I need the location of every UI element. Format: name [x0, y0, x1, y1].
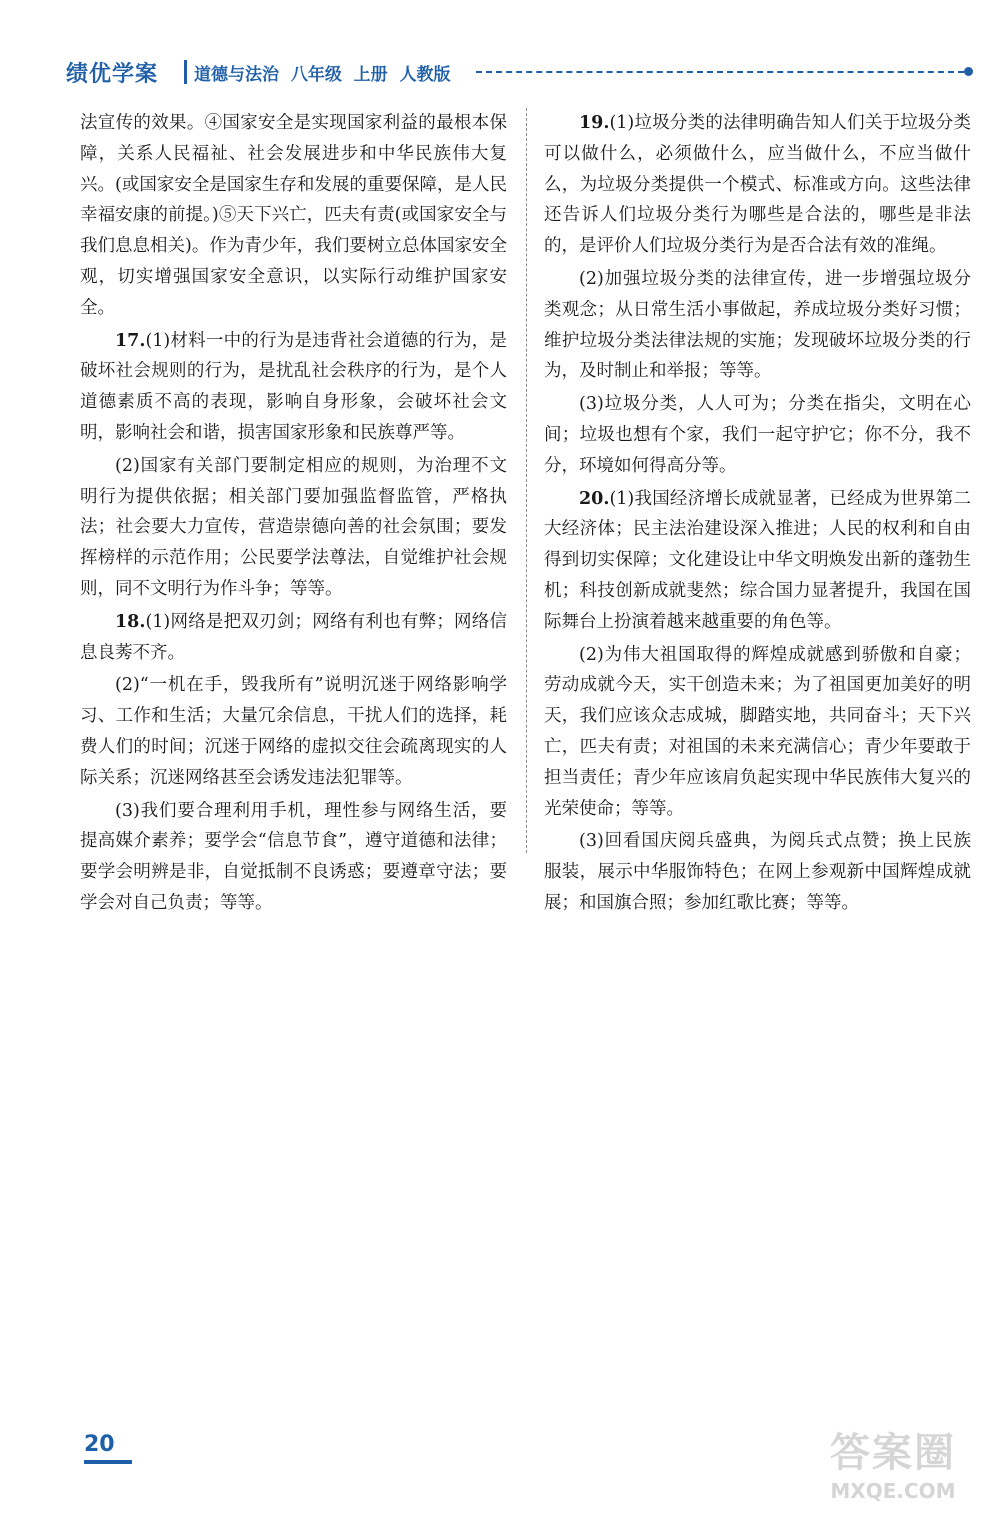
header-rule-dot: [964, 67, 973, 76]
answer-text: (1)材料一中的行为是违背社会道德的行为，是破坏社会规则的行为，是扰乱社会秩序的行为，是个人道德素质不高的表现，影响自身形象，会破坏社会文明，影响社会和谐，损害国家形象和民族尊严等。: [80, 330, 507, 443]
answer-paragraph: [544, 826, 971, 918]
question-number: 18.: [115, 611, 146, 632]
book-subtitle: 道德与法治 八年级 上册 人教版: [194, 65, 451, 85]
answer-text: (2)国家有关部门要制定相应的规则，为治理不文明行为提供依据；相关部门要加强监督监管，严格执法；社会要大力宣传，营造崇德向善的社会氛围；要发挥榜样的示范作用；公民要学法尊法，自觉维护社会规则，同不文明行为作斗争；等等。: [80, 455, 507, 599]
answer-text: (1)网络是把双刃剑；网络有利也有弊；网络信息良莠不齐。: [80, 611, 507, 663]
question-number: 17.: [115, 330, 146, 351]
left-column: [80, 108, 507, 921]
answer-paragraph: [544, 484, 971, 638]
answer-text: (2)为伟大祖国取得的辉煌成就感到骄傲和自豪；劳动成就今天，实干创造未来；为了祖国更加美好的明天，我们应该众志成城，脚踏实地，共同奋斗；天下兴亡，匹夫有责；对祖国的未来充满信心；青少年要敢于担当责任；青少年应该肩负起实现中华民族伟大复兴的光荣使命；等等。: [544, 644, 971, 819]
question-number: 19.: [579, 113, 610, 133]
answer-text: (1)我国经济增长成就显著，已经成为世界第二大经济体；民主法治建设深入推进；人民的权利和自由得到切实保障；文化建设让中华文明焕发出新的蓬勃生机；科技创新成就斐然；综合国力显著提升，我国在国际舞台上扮演着越来越重要的角色等。: [544, 488, 971, 632]
answer-paragraph: [544, 389, 971, 481]
answer-text: 法宣传的效果。④国家安全是实现国家利益的最根本保障，关系人民福祉、社会发展进步和中华民族伟大复兴。(或国家安全是国家生存和发展的重要保障，是人民幸福安康的前提。)⑤天下兴亡，匹夫有责(或国家安全与我们息息相关)。作为青少年，我们要树立总体国家安全观，切实增强国家安全意识，以实际行动维护国家安全。: [80, 113, 507, 318]
question-number: 20.: [579, 488, 610, 509]
answer-paragraph: [544, 264, 971, 387]
answer-paragraph: [80, 451, 507, 605]
page-number-underline: [84, 1460, 132, 1464]
answer-paragraph: [544, 640, 971, 825]
answer-text: (3)我们要合理利用手机，理性参与网络生活，要提高媒介素养；要学会“信息节食”，遵守道德和法律；要学会明辨是非，自觉抵制不良诱惑；要遵章守法；要学会对自己负责；等等。: [80, 800, 507, 913]
header-dashed-rule: [476, 71, 964, 73]
page-number: 20: [84, 1432, 115, 1457]
answer-paragraph: [80, 607, 507, 669]
answer-text: (3)垃圾分类，人人可为；分类在指尖，文明在心间；垃圾也想有个家，我们一起守护它；你不分，我不分，环境如何得高分等。: [544, 394, 971, 476]
answer-text: (2)“一机在手，毁我所有”说明沉迷于网络影响学习、工作和生活；大量冗余信息，干扰人们的选择，耗费人们的时间；沉迷于网络的虚拟交往会疏离现实的人际关系；沉迷网络甚至会诱发违法犯罪等。: [80, 675, 507, 788]
watermark-text: 答案圈: [830, 1430, 956, 1476]
answer-paragraph: [80, 326, 507, 449]
right-column: [544, 108, 971, 921]
answer-paragraph: [544, 108, 971, 262]
brand-divider: [184, 60, 187, 84]
answer-text: (2)加强垃圾分类的法律宣传，进一步增强垃圾分类观念；从日常生活小事做起，养成垃圾分类好习惯；维护垃圾分类法律法规的实施；发现破坏垃圾分类的行为，及时制止和举报；等等。: [544, 268, 971, 382]
column-divider: [526, 108, 527, 853]
answer-text: (3)回看国庆阅兵盛典，为阅兵式点赞；换上民族服装，展示中华服饰特色；在网上参观新中国辉煌成就展；和国旗合照；参加红歌比赛；等等。: [544, 831, 971, 913]
watermark-logo: [808, 1428, 978, 1514]
watermark-url: MXQE.COM: [830, 1479, 956, 1503]
answer-paragraph: [80, 670, 507, 793]
answer-paragraph: [80, 796, 507, 919]
page-header: [66, 54, 976, 88]
brand-title: 绩优学案: [66, 62, 159, 87]
answer-text: (1)垃圾分类的法律明确告知人们关于垃圾分类可以做什么，必须做什么，应当做什么，不应当做什么，为垃圾分类提供一个模式、标准或方向。这些法律还告诉人们垃圾分类行为哪些是合法的，哪些是非法的，是评价人们垃圾分类行为是否合法有效的准绳。: [544, 113, 971, 257]
answer-paragraph: [80, 108, 507, 324]
